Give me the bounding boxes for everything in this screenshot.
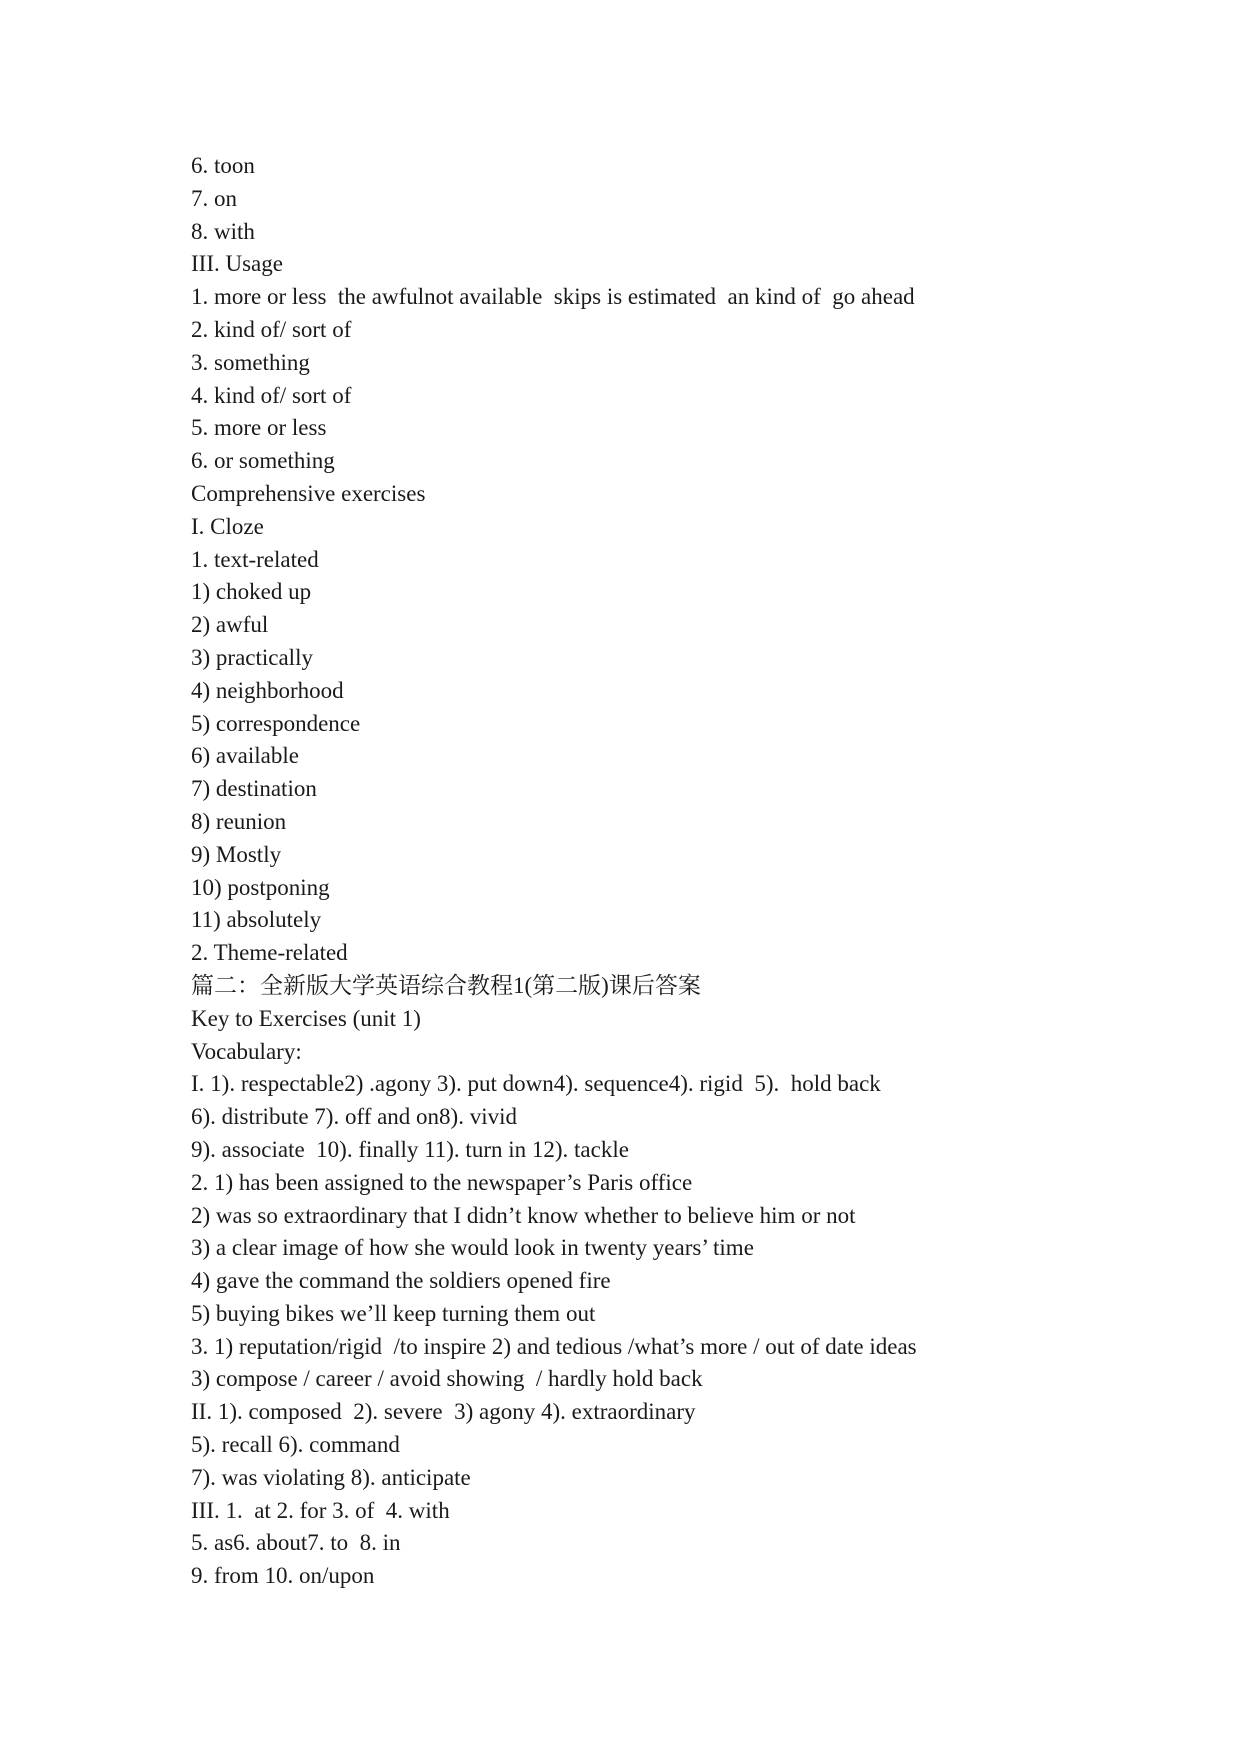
text-line: III. 1. at 2. for 3. of 4. with xyxy=(191,1497,450,1523)
text-line: 1. text-related xyxy=(191,546,319,572)
text-line: 2. Theme-related xyxy=(191,940,348,966)
answer-text xyxy=(191,150,1151,1593)
text-line: 2. kind of/ sort of xyxy=(191,316,352,342)
text-line: 5) buying bikes we’ll keep turning them out xyxy=(191,1300,596,1326)
text-line: 3) compose / career / avoid showing / hardly hold back xyxy=(191,1366,703,1392)
text-line: 5). recall 6). command xyxy=(191,1432,400,1458)
section-heading: Key to Exercises (unit 1) xyxy=(191,1005,421,1031)
text-line: 6. toon xyxy=(191,153,255,178)
text-line: 6. or something xyxy=(191,448,335,474)
text-line: 8. with xyxy=(191,218,255,244)
text-line: 1. more or less the awfulnot available skips is estimated an kind of go ahead xyxy=(191,284,915,310)
text-line: 2) was so extraordinary that I didn’t know whether to believe him or not xyxy=(191,1202,856,1228)
section-heading: Comprehensive exercises xyxy=(191,480,426,506)
text-line: 3) a clear image of how she would look in twenty years’ time xyxy=(191,1235,754,1261)
text-line: 5) correspondence xyxy=(191,710,361,736)
text-line: 4. kind of/ sort of xyxy=(191,382,352,408)
text-line: 5. more or less xyxy=(191,415,327,441)
text-line: 3. something xyxy=(191,349,310,375)
section-heading: I. Cloze xyxy=(191,513,264,539)
chinese-heading: 篇二：全新版大学英语综合教程1(第二版)课后答案 xyxy=(191,972,701,998)
text-line: 6). distribute 7). off and on8). vivid xyxy=(191,1104,517,1130)
text-line: 9). associate 10). finally 11). turn in 12). tackle xyxy=(191,1136,629,1162)
text-line: 9) Mostly xyxy=(191,841,282,867)
text-line: 10) postponing xyxy=(191,874,330,900)
text-line: 7). was violating 8). anticipate xyxy=(191,1464,471,1490)
text-line: II. 1). composed 2). severe 3) agony 4). extraordinary xyxy=(191,1399,696,1425)
text-line: 4) gave the command the soldiers opened fire xyxy=(191,1268,611,1294)
text-line: 6) available xyxy=(191,743,299,769)
text-line: 9. from 10. on/upon xyxy=(191,1563,375,1589)
text-line: 2. 1) has been assigned to the newspaper’s Paris office xyxy=(191,1169,693,1195)
text-line: 7. on xyxy=(191,185,237,211)
text-line: 4) neighborhood xyxy=(191,677,344,703)
text-line: 3) practically xyxy=(191,644,313,670)
section-heading: Vocabulary: xyxy=(191,1038,302,1064)
text-line: 8) reunion xyxy=(191,808,287,834)
text-line: I. 1). respectable2) .agony 3). put down4). sequence4). rigid 5). hold back xyxy=(191,1071,881,1097)
text-line: 2) awful xyxy=(191,612,269,638)
text-line: 5. as6. about7. to 8. in xyxy=(191,1530,401,1556)
section-heading: III. Usage xyxy=(191,251,283,277)
text-line: 7) destination xyxy=(191,776,317,802)
text-line: 3. 1) reputation/rigid /to inspire 2) and tedious /what’s more / out of date ideas xyxy=(191,1333,917,1359)
text-line: 11) absolutely xyxy=(191,907,322,933)
text-line: 1) choked up xyxy=(191,579,312,605)
